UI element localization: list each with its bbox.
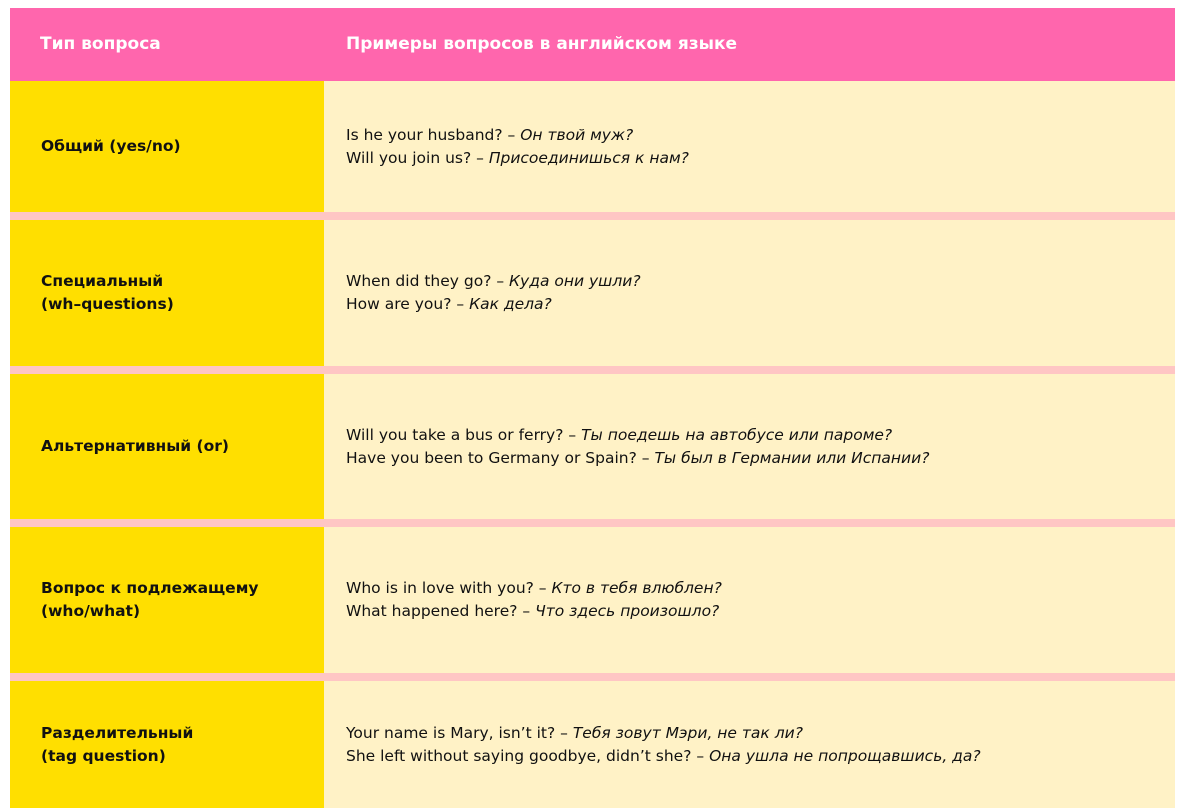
example-dash: – bbox=[636, 448, 655, 467]
question-type-cell bbox=[10, 527, 324, 673]
examples-cell bbox=[324, 527, 1175, 673]
question-type-label: (wh–questions) bbox=[41, 295, 174, 313]
row-separator bbox=[10, 212, 1175, 220]
row-separator bbox=[10, 673, 1175, 681]
example-english: She left without saying goodbye, didn’t she? bbox=[346, 746, 692, 765]
example-english: Will you take a bus or ferry? bbox=[346, 425, 564, 444]
example-line bbox=[346, 424, 1175, 447]
row-separator bbox=[10, 366, 1175, 374]
example-english: What happened here? bbox=[346, 602, 518, 620]
question-type-label: Вопрос к подлежащему bbox=[41, 579, 259, 597]
question-type-cell bbox=[10, 220, 324, 366]
example-translation: Как дела? bbox=[469, 295, 552, 313]
example-translation: Куда они ушли? bbox=[509, 272, 641, 290]
question-type-cell bbox=[10, 681, 324, 808]
example-english: When did they go? bbox=[346, 272, 492, 290]
table-row bbox=[10, 681, 1175, 808]
table-row bbox=[10, 527, 1175, 673]
example-translation: Кто в тебя влюблен? bbox=[551, 579, 722, 597]
example-dash: – bbox=[555, 723, 573, 742]
question-type-label: Общий (yes/no) bbox=[41, 137, 181, 155]
example-line bbox=[346, 722, 1175, 745]
example-english: Your name is Mary, isn’t it? bbox=[346, 723, 556, 742]
example-translation: Что здесь произошло? bbox=[535, 602, 720, 620]
example-translation: Она ушла не попрощавшись, да? bbox=[709, 746, 981, 765]
example-line bbox=[346, 147, 1175, 170]
table-header bbox=[10, 8, 1175, 81]
example-english: Is he your husband? bbox=[346, 125, 503, 144]
question-type-label: (tag question) bbox=[41, 746, 166, 765]
example-translation: Присоединишься к нам? bbox=[488, 148, 689, 167]
row-separator bbox=[10, 519, 1175, 527]
table-row bbox=[10, 81, 1175, 212]
question-type-label: Разделительный bbox=[41, 723, 194, 742]
example-dash: – bbox=[517, 602, 536, 620]
example-line bbox=[346, 124, 1175, 147]
example-dash: – bbox=[491, 272, 510, 290]
example-translation: Тебя зовут Мэри, не так ли? bbox=[572, 723, 803, 742]
example-translation: Ты поедешь на автобусе или пароме? bbox=[581, 425, 893, 444]
example-dash: – bbox=[533, 579, 552, 597]
example-line bbox=[346, 745, 1175, 768]
example-line bbox=[346, 447, 1175, 470]
header-examples-column: Примеры вопросов в английском языке bbox=[346, 34, 738, 54]
question-type-label: Альтернативный (or) bbox=[41, 437, 230, 455]
example-dash: – bbox=[563, 425, 582, 444]
question-type-label: Специальный bbox=[41, 272, 164, 290]
example-english: Have you been to Germany or Spain? bbox=[346, 448, 637, 467]
example-dash: – bbox=[691, 746, 710, 765]
examples-cell bbox=[324, 220, 1175, 366]
example-dash: – bbox=[451, 295, 470, 313]
example-dash: – bbox=[471, 148, 489, 167]
examples-cell bbox=[324, 681, 1175, 808]
question-type-cell bbox=[10, 81, 324, 212]
example-line bbox=[346, 600, 1175, 623]
example-english: Who is in love with you? bbox=[346, 579, 534, 597]
examples-cell bbox=[324, 374, 1175, 519]
example-translation: Он твой муж? bbox=[520, 125, 634, 144]
example-line bbox=[346, 270, 1175, 293]
example-english: Will you join us? bbox=[346, 148, 472, 167]
question-type-cell bbox=[10, 374, 324, 519]
example-translation: Ты был в Германии или Испании? bbox=[654, 448, 930, 467]
examples-cell bbox=[324, 81, 1175, 212]
example-line bbox=[346, 577, 1175, 600]
example-dash: – bbox=[502, 125, 521, 144]
example-line bbox=[346, 293, 1175, 316]
table-row bbox=[10, 374, 1175, 519]
example-english: How are you? bbox=[346, 295, 452, 313]
question-type-label: (who/what) bbox=[41, 602, 141, 620]
header-type-column: Тип вопроса bbox=[40, 34, 161, 54]
table-row bbox=[10, 220, 1175, 366]
question-types-table bbox=[10, 8, 1175, 808]
